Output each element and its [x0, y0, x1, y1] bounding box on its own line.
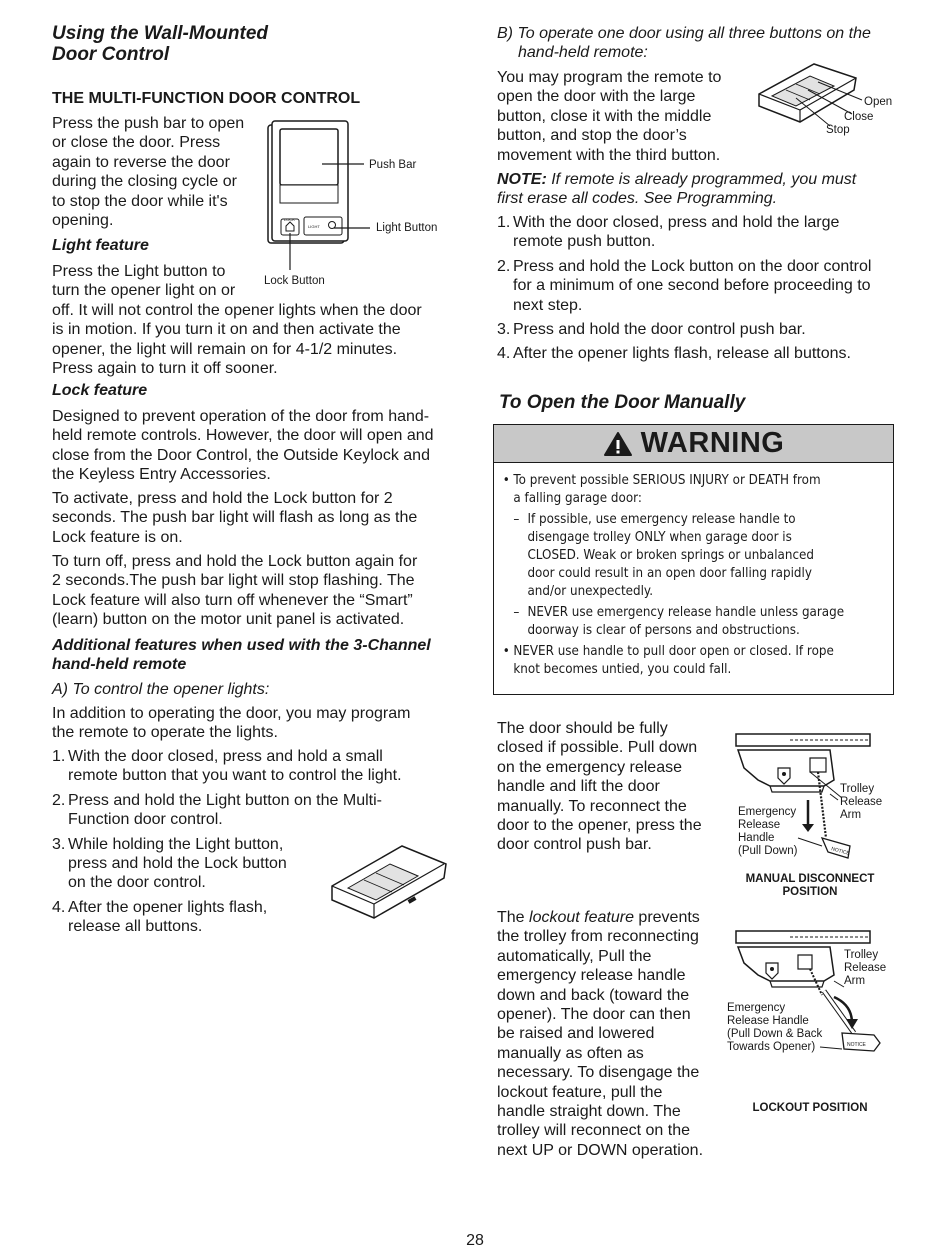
remote-stop-label: Stop: [826, 124, 850, 136]
list-item: 4. After the opener lights flash, release all buttons.: [52, 898, 268, 936]
sub-heading-b: B) To operate one door using all three buttons on the hand-held remote:: [497, 25, 871, 62]
manual-open-heading: To Open the Door Manually: [499, 392, 746, 413]
list-item: 2. Press and hold the Lock button on the door control for a minimum of one second before proceeding to next step.: [497, 257, 872, 314]
warning-title: WARNING: [640, 427, 785, 459]
light-feature-paragraph: Press the Light button to turn the opener light on or off. It will not control the opener lights when the door is in motion. If you turn it on and then activate the opener, the light will remain on for 4-1/2 minutes. Press again to turn it off sooner.: [52, 263, 422, 378]
lock-paragraph-1: Designed to prevent operation of the door from hand- held remote controls. However, the door will open and close from the Door Control, the Outside Keylock and the Keyless Entry Accessories.: [52, 408, 434, 484]
list-item: 3. While holding the Light button, press and hold the Lock button on the door control.: [52, 835, 287, 892]
list-item: 4. After the opener lights flash, release all buttons.: [497, 345, 851, 363]
list-item: 3. Press and hold the door control push bar.: [497, 321, 806, 339]
warning-header: [494, 425, 893, 463]
page-title: Using the Wall-Mounted Door Control: [52, 23, 269, 65]
notice-tag-label: NOTICE: [830, 846, 851, 857]
light-feature-heading: Light feature: [52, 237, 149, 254]
emergency-handle-label: Emergency Release Handle (Pull Down): [738, 806, 798, 857]
lockout-paragraph: The lockout feature prevents the trolley from reconnecting automatically, Pull the emergency release handle down and back (toward the opener). The door can then be raised and lowered manually as often as necessary. To disengage the lockout feature, pull the handle straight down. The trolley will reconnect on the next UP or DOWN operation.: [497, 909, 704, 1159]
push-bar-label: Push Bar: [369, 159, 417, 171]
warning-bullet: • To prevent possible SERIOUS INJURY or DEATH from a falling garage door:: [502, 472, 821, 506]
warning-dash: – If possible, use emergency release handle to disengage trolley ONLY when garage door is CLOSED. Weak or broken springs or unbalanced door could result in an open door falling rapidly and/or unexpectedly.: [513, 511, 814, 599]
lock-button-label: Lock Button: [264, 275, 325, 287]
list-item: 2. Press and hold the Light button on the Multi- Function door control.: [52, 791, 382, 829]
notice-tag-label-lockout: NOTICE: [847, 1042, 866, 1048]
sub-a-paragraph: In addition to operating the door, you may program the remote to operate the lights.: [52, 705, 411, 742]
warning-dash: – NEVER use emergency release handle unless garage doorway is clear of persons and obstructions.: [513, 604, 845, 638]
lock-feature-heading: Lock feature: [52, 382, 148, 399]
remote-figure-small: [328, 842, 450, 922]
light-button-label: Light Button: [376, 222, 438, 234]
warning-triangle-icon: [603, 431, 633, 457]
note-paragraph: NOTE: If remote is already programmed, you must first erase all codes. See Programming.: [497, 171, 857, 208]
lock-paragraph-3: To turn off, press and hold the Lock button again for 2 seconds.The push bar light will stop flashing. The Lock feature will also turn off whenever the “Smart” (learn) button on the motor unit panel is activated.: [52, 553, 418, 629]
additional-features-heading: Additional features when used with the 3-Channel hand-held remote: [52, 637, 431, 674]
list-item: 1. With the door closed, press and hold a small remote button that you want to control the light.: [52, 748, 402, 785]
warning-body: [494, 463, 892, 678]
list-item: 1. With the door closed, press and hold the large remote push button.: [497, 214, 840, 251]
remote-open-label: Open: [864, 96, 893, 108]
steps-b-list: [497, 213, 897, 364]
manual-paragraph: The door should be fully closed if possible. Pull down on the emergency release handle and lift the door manually. To reconnect the door to the opener, press the door control push bar.: [497, 720, 702, 854]
manual-disconnect-caption: MANUAL DISCONNECT POSITION: [745, 873, 875, 898]
lockout-position-caption: LOCKOUT POSITION: [752, 1102, 868, 1114]
section-heading: THE MULTI-FUNCTION DOOR CONTROL: [52, 90, 361, 107]
lock-tiny-label: LOCK: [284, 217, 295, 222]
lock-paragraph-2: To activate, press and hold the Lock button for 2 seconds. The push bar light will flash as long as the Lock feature is on.: [52, 490, 418, 546]
warning-box: [493, 424, 894, 695]
trolley-release-arm-label-lockout: Trolley Release Arm: [844, 949, 887, 987]
sub-heading-a: A) To control the opener lights:: [52, 681, 270, 698]
push-bar-paragraph: Press the push bar to open or close the door. Press again to reverse the door during the closing cycle or to stop the door while it's opening.: [52, 115, 245, 230]
light-tiny-label: LIGHT: [308, 224, 320, 229]
sub-b-paragraph: You may program the remote to open the door with the large button, close it with the middle button, and stop the door’s movement with the third button.: [497, 69, 722, 164]
page-number: 28: [466, 1232, 484, 1249]
warning-bullet: • NEVER use handle to pull door open or closed. If rope knot becomes untied, you could fall.: [502, 643, 834, 677]
trolley-release-arm-label: Trolley Release Arm: [840, 783, 883, 821]
emergency-handle-label-lockout: Emergency Release Handle (Pull Down & Back Towards Opener): [727, 1002, 823, 1053]
remote-close-label: Close: [844, 111, 874, 123]
